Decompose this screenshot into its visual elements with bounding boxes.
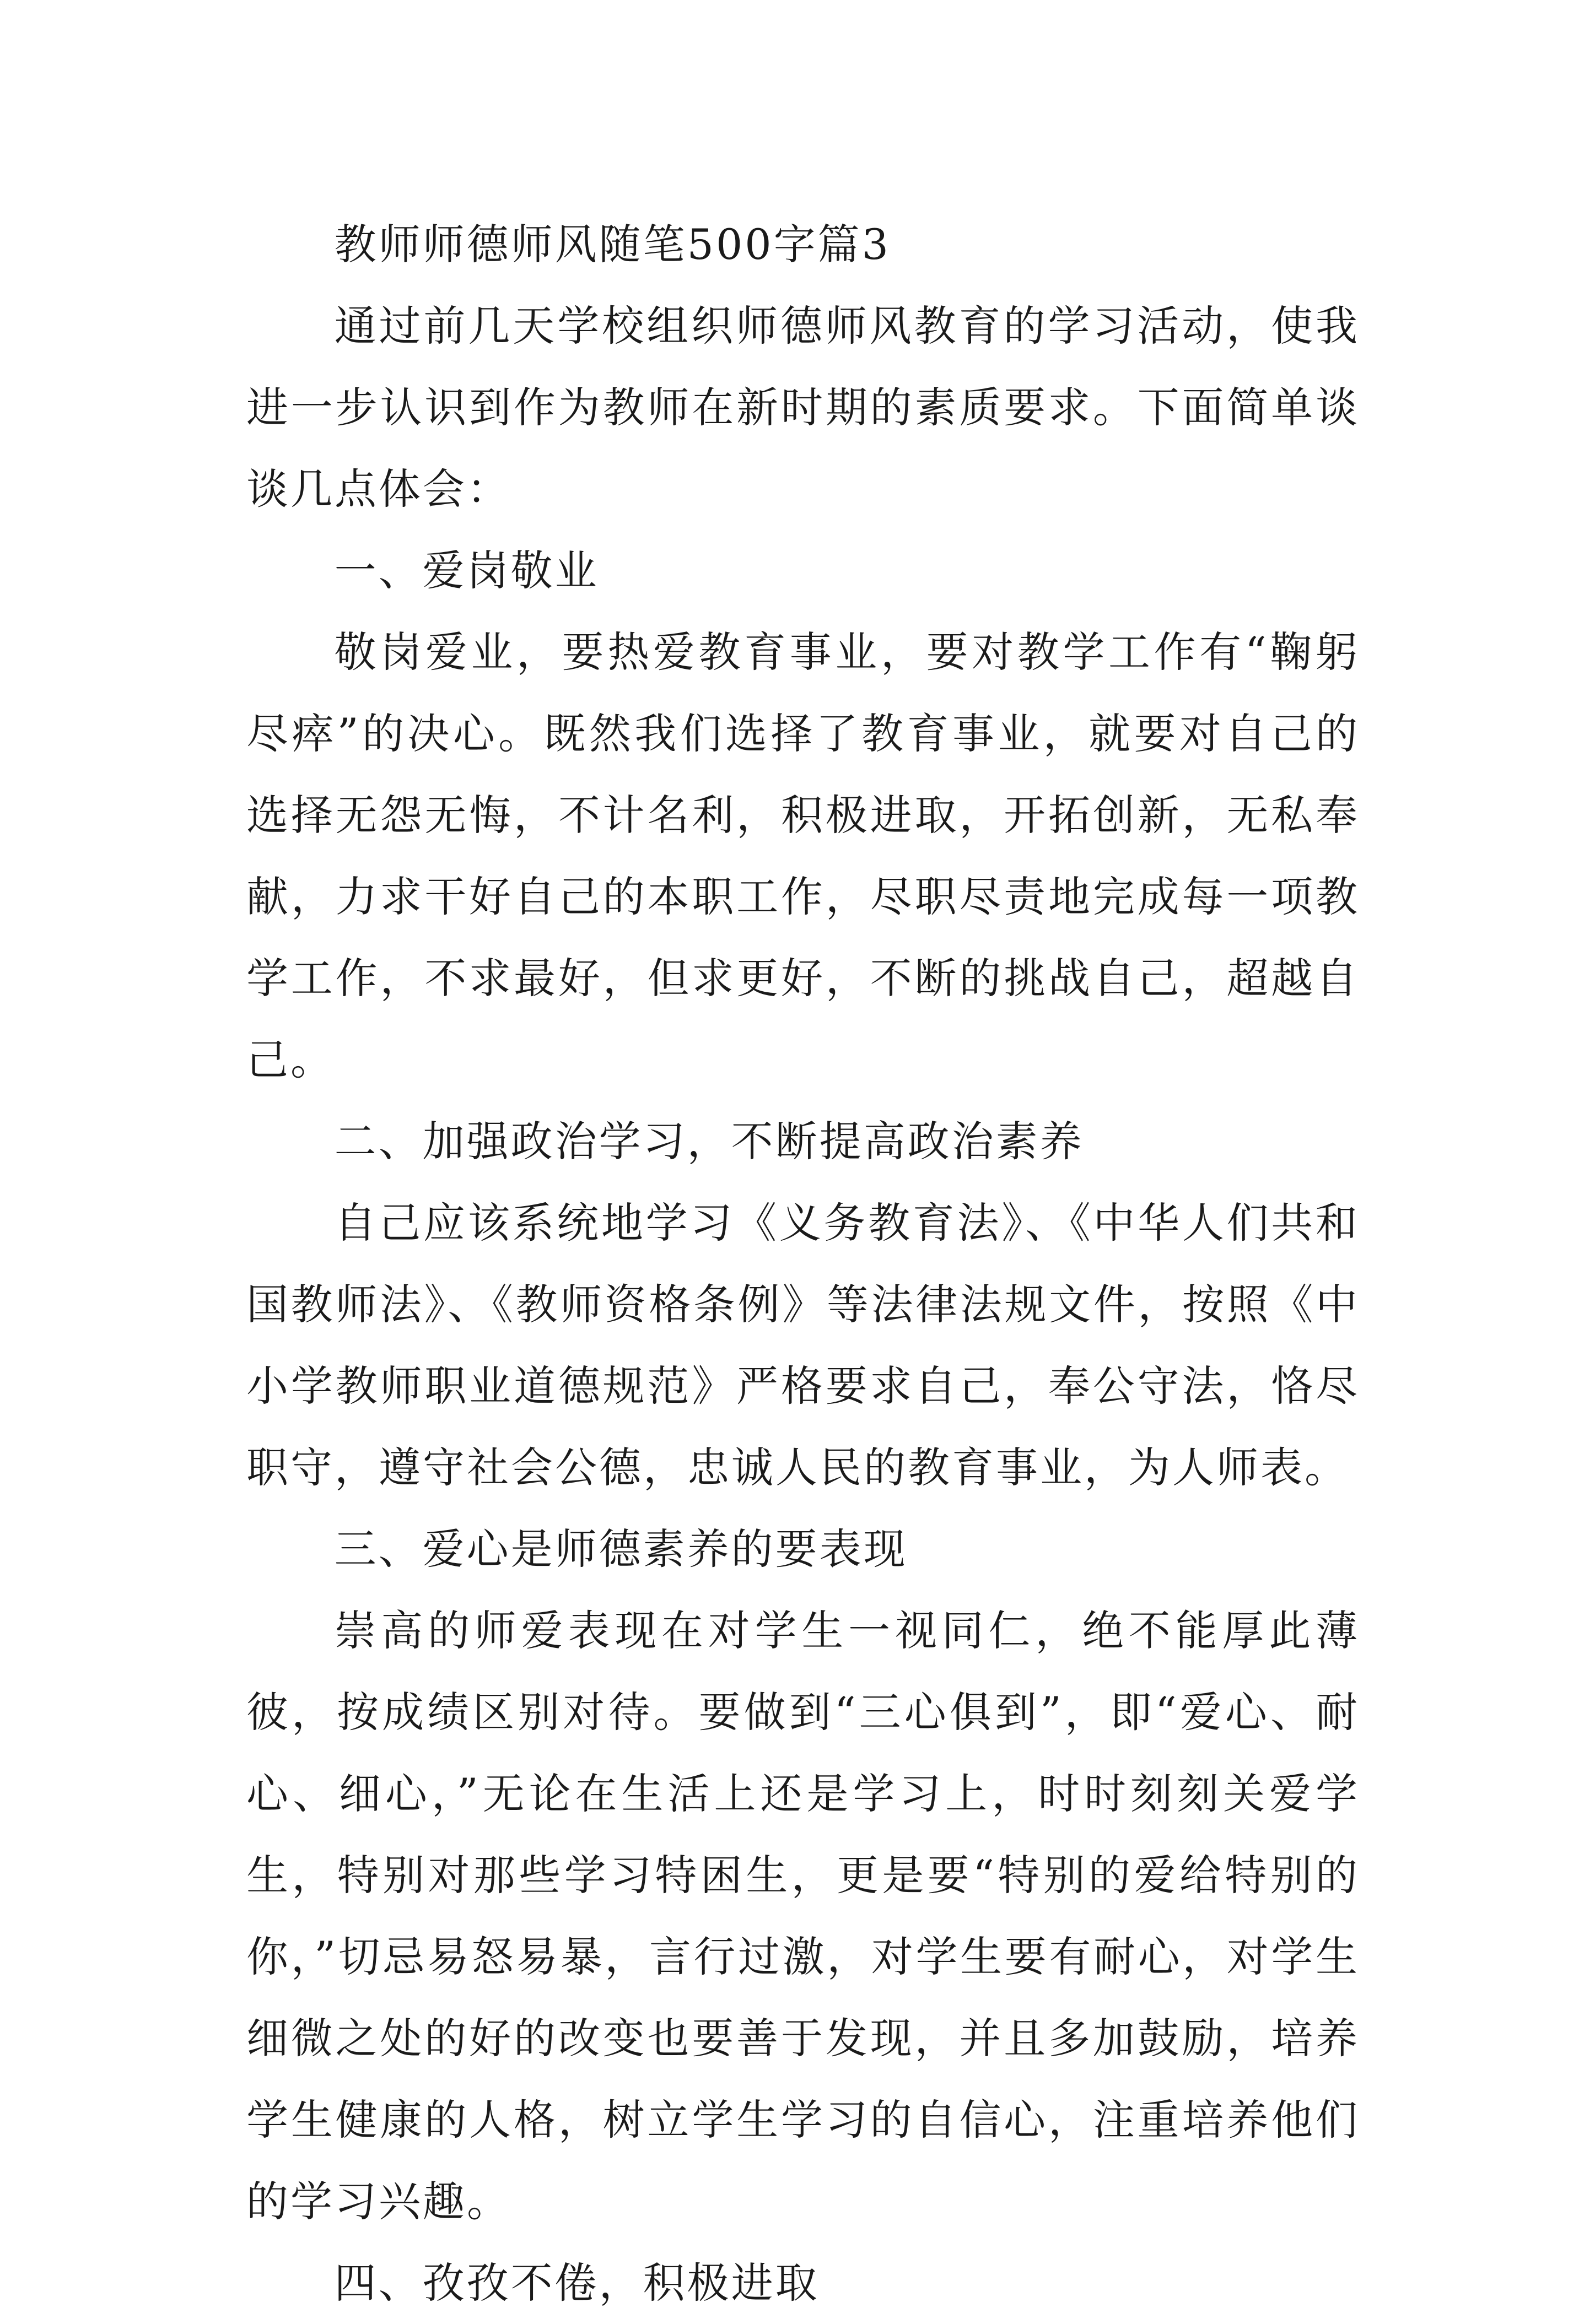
section-body-2: 自己应该系统地学习《义务教育法》、《中华人们共和国教师法》、《教师资格条例》等法律法规文件，按照《中小学教师职业道德规范》严格要求自己，奉公守法，恪尽职守，遵守社会公德，忠诚人民的教育事业，为人师表。 [246, 1198, 1360, 1492]
essay-title: 教师师德师风随笔500字篇3 [334, 220, 891, 269]
section-body-1: 敬岗爱业，要热爱教育事业，要对教学工作有“鞠躬尽瘁”的决心。既然我们选择了教育事业，就要对自己的选择无怨无悔，不计名利，积极进取，开拓创新，无私奉献，力求干好自己的本职工作，尽职尽责地完成每一项教学工作，不求最好，但求更好，不断的挑战自己，超越自己。 [246, 628, 1360, 1084]
section-heading-3: 三、爱心是师德素养的要表现 [334, 1525, 908, 1574]
document-body [246, 204, 1360, 2324]
section-heading-4: 四、孜孜不倦，积极进取 [334, 2258, 820, 2307]
section-heading-1: 一、爱岗敬业 [334, 546, 599, 595]
section-body-3: 崇高的师爱表现在对学生一视同仁，绝不能厚此薄彼，按成绩区别对待。要做到“三心俱到”，即“爱心、耐心、细心，”无论在生活上还是学习上，时时刻刻关爱学生，特别对那些学习特困生，更是要“特别的爱给特别的你，”切忌易怒易暴，言行过激，对学生要有耐心，对学生细微之处的好的改变也要善于发现，并且多加鼓励，培养学生健康的人格，树立学生学习的自信心，注重培养他们的学习兴趣。 [246, 1606, 1360, 2226]
intro-paragraph: 通过前几天学校组织师德师风教育的学习活动，使我进一步认识到作为教师在新时期的素质要求。下面简单谈谈几点体会： [246, 301, 1360, 514]
section-heading-2: 二、加强政治学习，不断提高政治素养 [334, 1117, 1084, 1166]
